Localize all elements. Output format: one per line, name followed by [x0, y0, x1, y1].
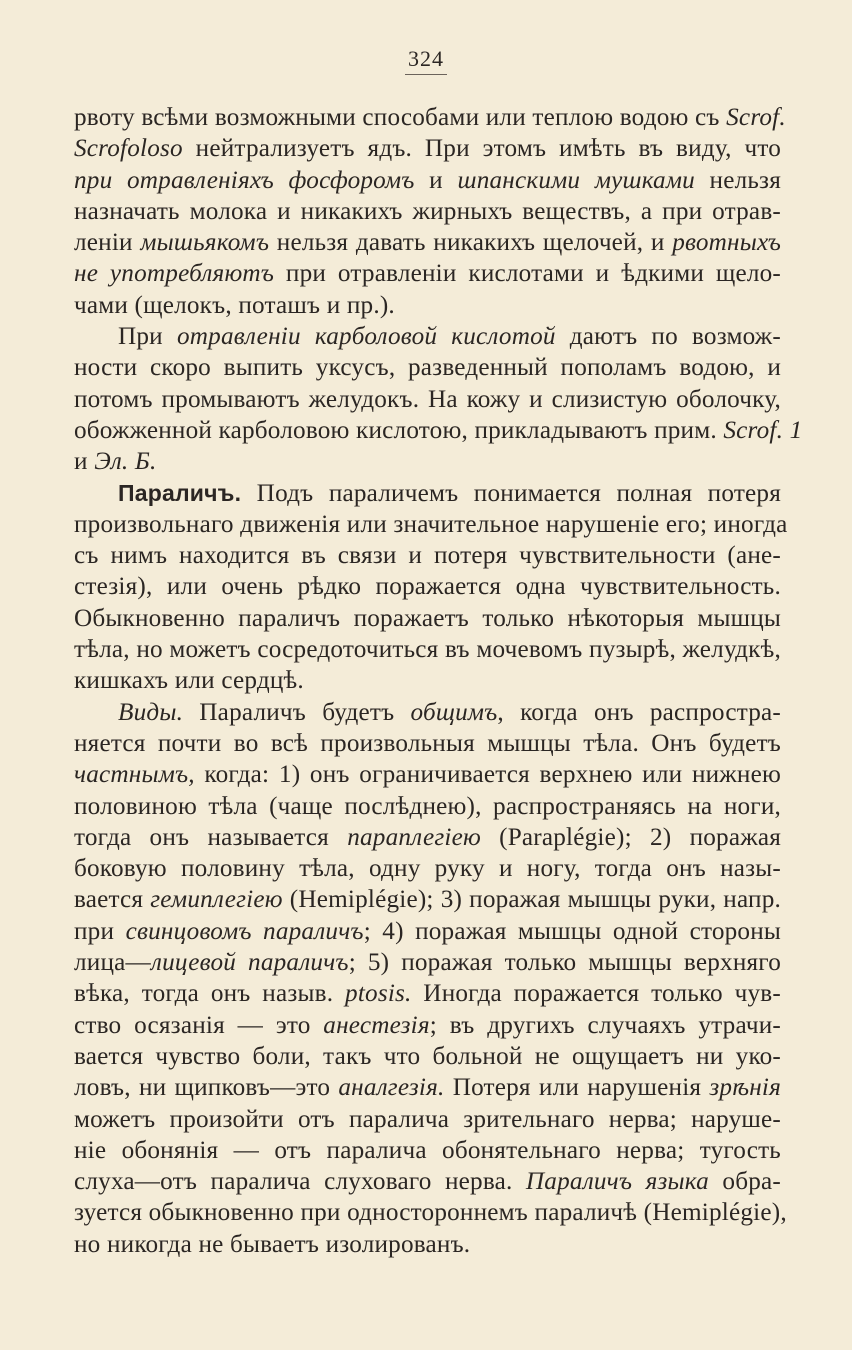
text-run: При	[118, 323, 177, 351]
text-run: рвоту всѣми возможными способами или теплою водою съ	[74, 104, 727, 131]
text-line	[74, 227, 781, 258]
text-line	[74, 1104, 781, 1135]
italic-term: Scrofoloso	[74, 135, 183, 163]
body-text	[74, 102, 803, 1260]
text-line	[74, 665, 781, 696]
text-run: вается	[74, 886, 151, 914]
text-run: нельзя	[694, 166, 781, 194]
text-line	[74, 1041, 781, 1072]
text-run: и	[414, 166, 458, 194]
text-run: слуха—отъ паралича слуховаго нерва.	[74, 1168, 526, 1196]
text-line	[74, 165, 781, 196]
text-line	[74, 697, 781, 728]
text-line	[74, 634, 781, 665]
text-run: даютъ по возмож-	[555, 323, 781, 351]
text-run: Параличъ будетъ	[183, 698, 411, 726]
italic-term: ptosis.	[345, 980, 412, 1008]
text-run: нельзя давать никакихъ щелочей, и	[269, 229, 673, 257]
text-line	[74, 571, 781, 602]
text-line	[74, 822, 781, 853]
italic-term: общимъ	[410, 698, 498, 726]
text-line	[74, 196, 781, 227]
text-line	[74, 884, 781, 915]
text-run: (Hemiplégie); 3) поражая мышцы руки, напр.	[282, 886, 782, 914]
text-run: обра-	[708, 1168, 781, 1196]
italic-term: Эл. Б.	[94, 448, 157, 476]
text-line	[74, 258, 781, 289]
italic-term: лицевой параличъ	[150, 949, 349, 977]
text-run: ности скоро выпить уксусъ, разведенный пополамъ водою, и	[74, 354, 781, 382]
text-run: но никогда не бываетъ изолированъ.	[74, 1230, 471, 1258]
text-run: Потеря или нарушенія	[444, 1074, 710, 1102]
text-line	[74, 1135, 781, 1166]
text-run: ; 5) поражая только мышцы верхняго	[348, 949, 781, 977]
text-line	[74, 759, 781, 790]
text-run: чами (щелокъ, поташъ и пр.).	[74, 291, 395, 319]
italic-term: зрѣнія	[709, 1074, 781, 1102]
text-run: ніе обонянія — отъ паралича обонятельнаго нерва; тугость	[74, 1136, 781, 1164]
text-line	[74, 352, 781, 383]
italic-term: рвотныхъ	[672, 229, 782, 257]
text-run: леніи	[74, 229, 141, 257]
text-run: нейтрализуетъ ядъ. При этомъ имѣть въ виду, что	[182, 135, 781, 163]
text-run: ство осязанія — это	[74, 1011, 324, 1039]
text-line	[74, 603, 781, 634]
italic-term: мышьякомъ	[140, 229, 270, 257]
text-run: ; въ другихъ случаяхъ утрачи-	[429, 1011, 781, 1039]
text-run: и	[74, 448, 95, 476]
text-run: при отравленіи кислотами и ѣдкими щело-	[274, 260, 781, 288]
text-line	[74, 728, 781, 759]
text-line	[74, 1166, 781, 1197]
italic-term: Scrof.	[726, 104, 786, 131]
text-line	[74, 415, 803, 446]
text-line	[74, 1072, 781, 1103]
italic-term: аналгезія.	[338, 1074, 445, 1102]
text-run: Подъ параличемъ понимается полная потеря	[241, 479, 781, 507]
italic-term: Параличъ языка	[525, 1168, 709, 1196]
text-run: ловъ, ни щипковъ—это	[74, 1074, 339, 1102]
text-run: произвольнаго движенія или значительное нарушеніе его; иногда	[74, 510, 788, 538]
italic-term: параплегіею	[347, 823, 481, 851]
text-line	[74, 853, 781, 884]
text-run: Обыкновенно параличъ поражаетъ только нѣкоторыя мышцы	[74, 604, 781, 632]
text-run: вается чувство боли, такъ что больной не ощущаетъ ни уко-	[74, 1042, 781, 1070]
italic-term: свинцовомъ параличъ	[125, 917, 364, 945]
text-line	[74, 446, 781, 477]
text-run: можетъ произойти отъ паралича зрительнаго нерва; наруше-	[74, 1105, 781, 1133]
text-run: боковую половину тѣла, одну руку и ногу, тогда онъ назы-	[74, 855, 781, 883]
text-line	[74, 1229, 781, 1260]
text-run: зуется обыкновенно при одностороннемъ параличѣ (Hemiplégie),	[74, 1199, 787, 1227]
text-run: половиною тѣла (чаще послѣднею), распространяясь на ноги,	[74, 792, 781, 820]
italic-term: при отравленіяхъ фосфоромъ	[74, 166, 415, 194]
text-run: кишкахъ или сердцѣ.	[74, 667, 304, 695]
page-number: 324	[408, 46, 444, 71]
text-line	[74, 947, 781, 978]
text-line	[74, 290, 781, 321]
text-run: когда: 1) онъ ограничивается верхнею или нижнею	[194, 761, 781, 789]
text-line	[74, 509, 788, 540]
text-line	[74, 384, 781, 415]
italic-term: гемиплегіею	[150, 886, 283, 914]
text-run: стезія), или очень рѣдко поражается одна чувствительность.	[74, 573, 781, 601]
italic-term: частнымъ,	[74, 761, 195, 789]
text-line	[74, 478, 781, 509]
text-run: обожженной карболовою кислотою, прикладываютъ прим.	[74, 416, 724, 444]
text-line	[74, 791, 781, 822]
text-line	[74, 1010, 781, 1041]
text-line	[74, 133, 781, 164]
text-run: (Paraplégie); 2) поражая	[480, 823, 781, 851]
text-line	[74, 321, 781, 352]
italic-term: Виды.	[118, 698, 184, 726]
text-run: ; 4) поражая мышцы одной стороны	[363, 917, 782, 945]
text-run: тогда онъ называется	[74, 823, 348, 851]
text-run: назначать молока и никакихъ жирныхъ веществъ, а при отрав-	[74, 197, 781, 225]
text-line	[74, 978, 781, 1009]
text-run: при	[74, 917, 126, 945]
text-line	[74, 916, 781, 947]
section-heading: Параличъ.	[118, 479, 242, 506]
text-run: потомъ промываютъ желудокъ. На кожу и слизистую оболочку,	[74, 385, 781, 413]
text-run: вѣка, тогда онъ назыв.	[74, 980, 346, 1008]
text-run: тѣла, но можетъ сосредоточиться въ мочевомъ пузырѣ, желудкѣ,	[74, 636, 781, 664]
text-run: Иногда поражается только чув-	[411, 980, 781, 1008]
text-run: , когда онъ распростра-	[497, 698, 781, 726]
text-run: няется почти во всѣ произвольныя мышцы тѣла. Онъ будетъ	[74, 729, 781, 757]
text-line	[74, 1197, 787, 1228]
italic-term: Scrof. 1	[723, 416, 803, 444]
text-line	[74, 540, 781, 571]
italic-term: отравленіи карболовой кислотой	[176, 323, 556, 351]
italic-term: не употребляютъ	[74, 260, 275, 288]
page-number-rule	[405, 74, 447, 75]
text-run: лица—	[74, 949, 151, 977]
text-line	[74, 102, 786, 133]
italic-term: анестезія	[323, 1011, 430, 1039]
text-run: съ нимъ находится въ связи и потеря чувствительности (ане-	[74, 542, 781, 570]
italic-term: шпанскими мушками	[457, 166, 695, 194]
